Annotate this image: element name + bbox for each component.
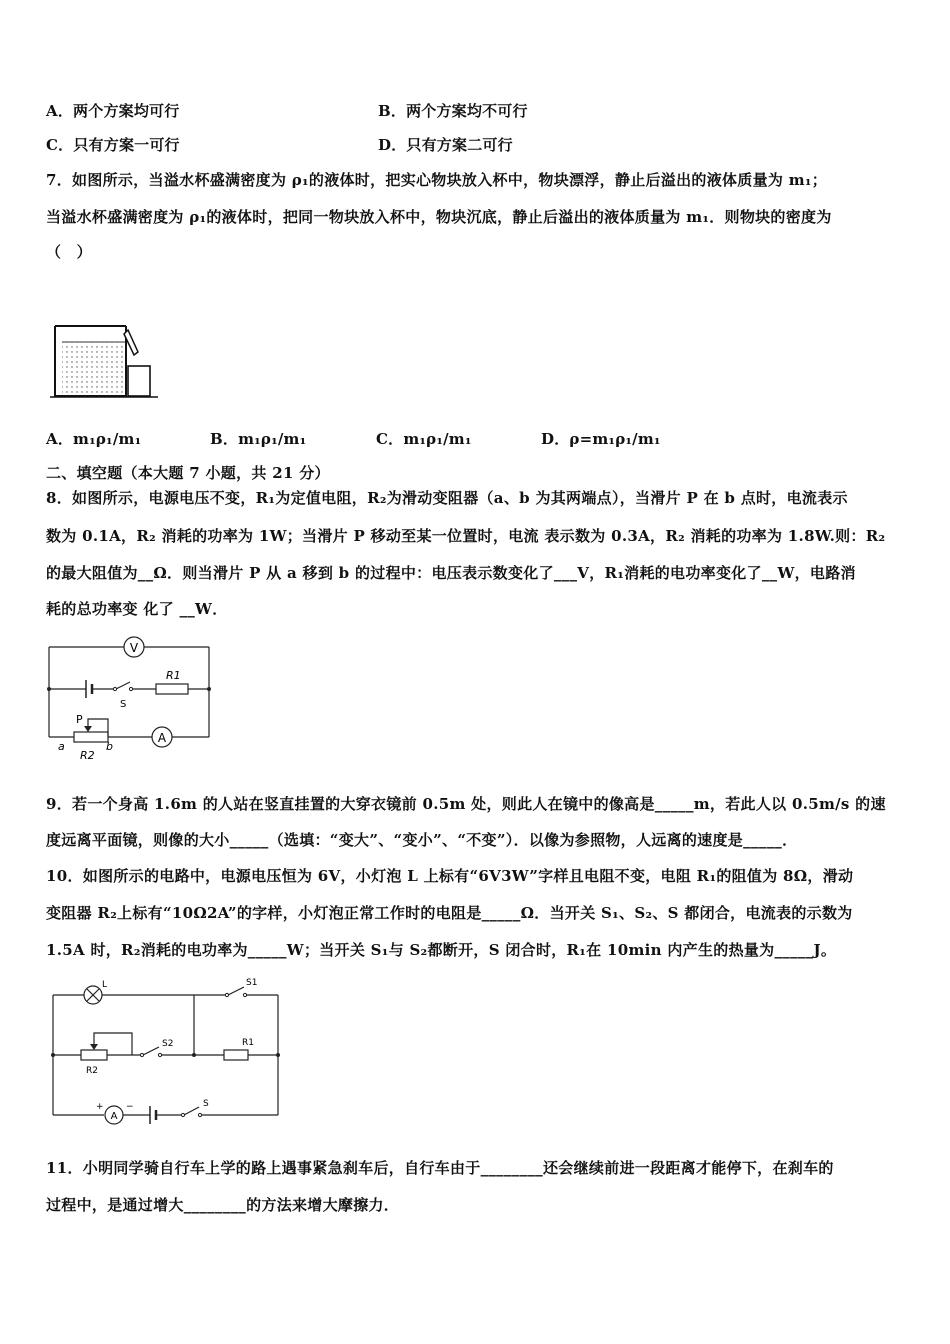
q11-line-2: 过程中，是通过增大________的方法来增大摩擦力．	[46, 1196, 400, 1214]
r2-rheostat-icon	[81, 1050, 107, 1060]
r2-rheostat-icon	[74, 732, 108, 742]
ammeter-minus-label: −	[126, 1102, 134, 1112]
q7-line-2: 当溢水杯盛满密度为 ρ₁的液体时，把同一物块放入杯中，物块沉底，静止后溢出的液体质量为 m₁．则物块的密度为	[46, 208, 832, 226]
ammeter-label: A	[157, 731, 167, 745]
q6-option-d: D．只有方案二可行	[378, 136, 513, 154]
r2-label: R2	[80, 749, 95, 762]
slider-arrow-icon	[84, 726, 92, 732]
q10-line-2: 变阻器 R₂上标有“10Ω2A”的字样，小灯泡正常工作时的电阻是_____Ω．当开关 S₁、S₂、S 都闭合，电流表的示数为	[46, 904, 853, 922]
q8-circuit-diagram	[44, 634, 224, 769]
q9-line-2: 度远离平面镜，则像的大小_____（选填：“变大”、“变小”、“不变”）．以像为参照物，人远离的速度是_____．	[46, 831, 798, 849]
section-heading: 二、填空题（本大题 7 小题，共 21 分）	[46, 464, 330, 482]
voltmeter-label: V	[129, 641, 139, 655]
r1-resistor-icon	[156, 684, 188, 694]
r2-label: R2	[86, 1066, 98, 1076]
slider-arrow-icon	[90, 1044, 98, 1050]
q7-option-c: C．m₁ρ₁/m₁	[376, 430, 472, 448]
s1-label: S1	[246, 978, 258, 988]
switch-label: S	[120, 699, 127, 710]
q7-option-b: B．m₁ρ₁/m₁	[210, 430, 307, 448]
ammeter-label: A	[110, 1111, 118, 1122]
q7-line-3: （ ）	[46, 243, 92, 261]
q7-option-a: A．m₁ρ₁/m₁	[46, 430, 142, 448]
s-switch-icon	[184, 1107, 199, 1115]
r1-label: R1	[242, 1038, 254, 1048]
q6-option-a: A．两个方案均可行	[46, 102, 180, 120]
q10-line-3: 1.5A 时，R₂消耗的电功率为_____W；当开关 S₁与 S₂都断开，S 闭合时，R₁在 10min 内产生的热量为_____J。	[46, 941, 837, 959]
lamp-label: L	[102, 980, 108, 990]
q7-line-1: 7．如图所示，当溢水杯盛满密度为 ρ₁的液体时，把实心物块放入杯中，物块漂浮，静止后溢出的液体质量为 m₁；	[46, 171, 828, 189]
q8-line-1: 8．如图所示，电源电压不变，R₁为定值电阻，R₂为滑动变阻器（a、b 为其两端点），当滑片 P 在 b 点时，电流表示	[46, 489, 848, 507]
switch-icon	[116, 682, 130, 689]
q11-line-1: 11．小明同学骑自行车上学的路上遇事紧急刹车后，自行车由于________还会继续前进一段距离才能停下，在刹车的	[46, 1159, 834, 1177]
q9-line-1: 9．若一个身高 1.6m 的人站在竖直挂置的大穿衣镜前 0.5m 处，则此人在镜中的像高是_____m，若此人以 0.5m/s 的速	[46, 795, 886, 813]
q7-option-d: D．ρ=m₁ρ₁/m₁	[541, 430, 661, 448]
s1-switch-icon	[228, 987, 244, 995]
q6-option-c: C．只有方案一可行	[46, 136, 180, 154]
q10-circuit-diagram	[46, 975, 291, 1125]
q10-line-1: 10．如图所示的电路中，电源电压恒为 6V，小灯泡 L 上标有“6V3W”字样且电阻不变，电阻 R₁的阻值为 8Ω，滑动	[46, 867, 854, 885]
end-a-label: a	[58, 740, 65, 753]
q6-option-b: B．两个方案均不可行	[378, 102, 528, 120]
r1-label: R1	[166, 669, 181, 682]
q8-line-3: 的最大阻值为__Ω．则当滑片 P 从 a 移到 b 的过程中：电压表示数变化了___V，R₁消耗的电功率变化了__W，电路消	[46, 564, 856, 582]
q8-line-2: 数为 0.1A，R₂ 消耗的功率为 1W；当滑片 P 移动至某一位置时，电流 表示数为 0.3A，R₂ 消耗的功率为 1.8W.则：R₂	[46, 527, 886, 545]
s-label: S	[203, 1099, 209, 1109]
slider-label: P	[76, 713, 83, 726]
overflow-cup-diagram	[50, 320, 170, 400]
s2-switch-icon	[143, 1047, 159, 1055]
r1-resistor-icon	[224, 1050, 248, 1060]
q8-line-4: 耗的总功率变 化了 __W．	[46, 600, 228, 618]
s2-label: S2	[162, 1039, 174, 1049]
end-b-label: b	[106, 740, 113, 753]
ammeter-plus-label: +	[96, 1102, 104, 1112]
